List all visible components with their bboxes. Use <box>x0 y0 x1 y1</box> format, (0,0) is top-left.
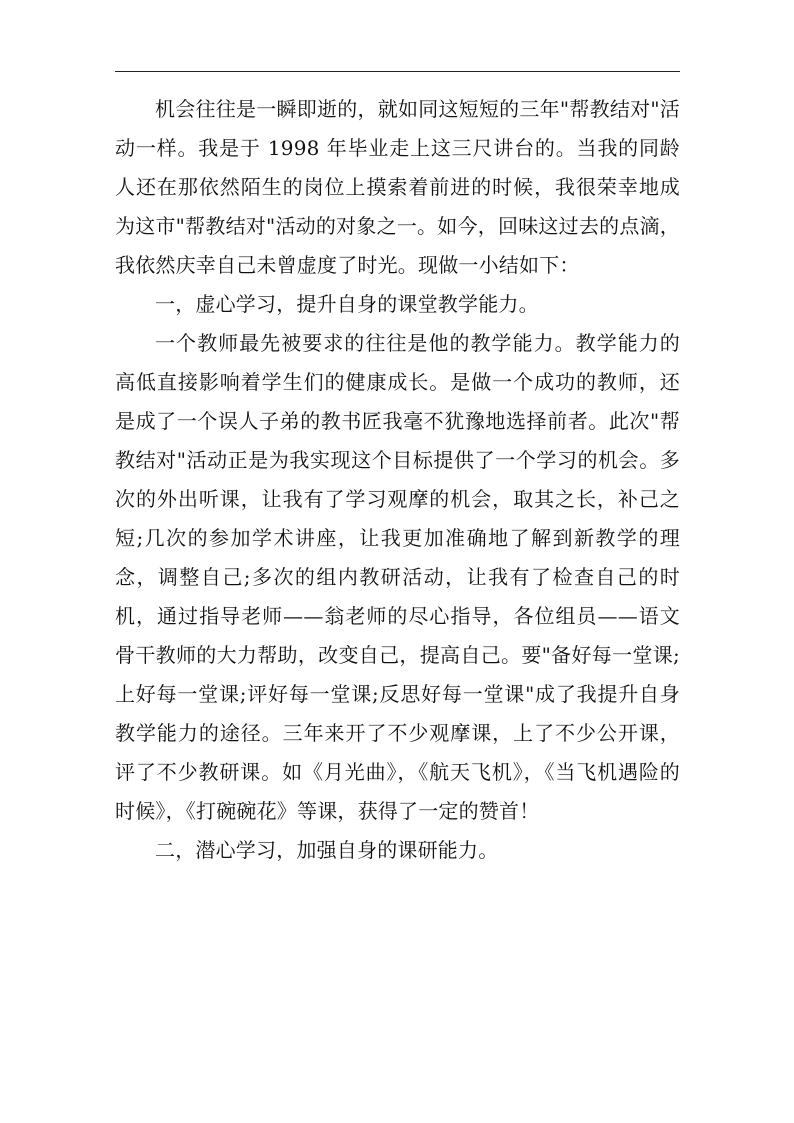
header-rule <box>115 71 680 72</box>
section-1-paragraph: 一个教师最先被要求的往往是他的教学能力。教学能力的高低直接影响着学生们的健康成长。是做一个成功的教师，还是成了一个误人子弟的教书匠我毫不犹豫地选择前者。此次"帮教结对"活动正是为我实现这个目标提供了一个学习的机会。多次的外出听课，让我有了学习观摩的机会，取其之长，补己之短;几次的参加学术讲座，让我更加准确地了解到新教学的理念，调整自己;多次的组内教研活动，让我有了检查自己的时机，通过指导老师——翁老师的尽心指导，各位组员——语文骨干教师的大力帮助，改变自己，提高自己。要"备好每一堂课;上好每一堂课;评好每一堂课;反思好每一堂课"成了我提升自身教学能力的途径。三年来开了不少观摩课，上了不少公开课，评了不少教研课。如《月光曲》，《航天飞机》，《当飞机遇险的时候》，《打碗碗花》等课，获得了一定的赞首！ <box>115 331 680 823</box>
section-heading-1: 一，虚心学习，提升自身的课堂教学能力。 <box>155 292 539 316</box>
section-heading-2: 二，潜心学习，加强自身的课研能力。 <box>155 838 499 862</box>
document-body <box>115 90 680 870</box>
intro-paragraph: 机会往往是一瞬即逝的，就如同这短短的三年"帮教结对"活动一样。我是于 1998 年毕业走上这三尺讲台的。当我的同龄人还在那依然陌生的岗位上摸索着前进的时候，我很荣幸地成为这市"帮教结对"活动的对象之一。如今，回味这过去的点滴，我依然庆幸自己未曾虚度了时光。现做一小结如下： <box>115 97 680 277</box>
